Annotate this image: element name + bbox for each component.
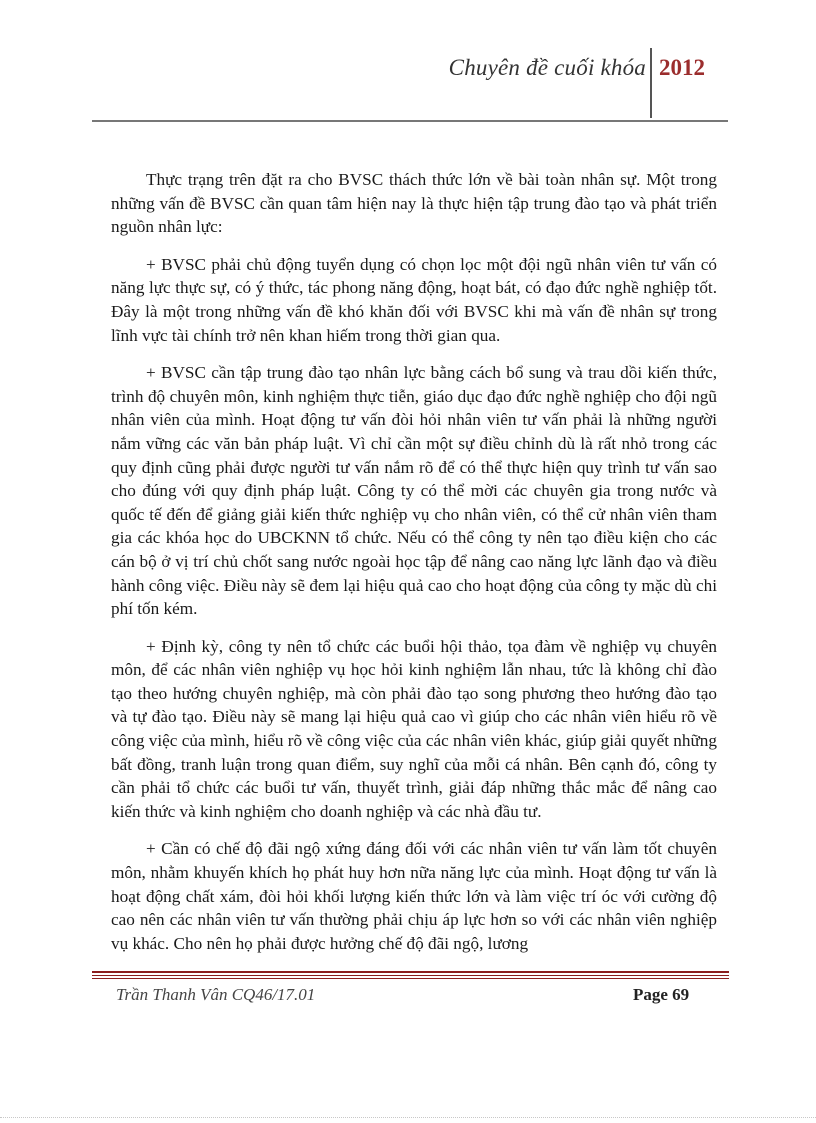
header-rule (92, 120, 728, 122)
footer-rule (92, 978, 729, 979)
paragraph: + Cần có chế độ đãi ngộ xứng đáng đối với các nhân viên tư vấn làm tốt chuyên môn, nhằm khuyến khích họ phát huy hơn nữa năng lực của mình. Hoạt động tư vấn là hoạt động chất xám, đòi hỏi khối lượng kiến thức lớn và làm việc trí óc với cường độ cao nên các nhân viên tư vấn thường phải chịu áp lực hơn so với các nhân viên nghiệp vụ khác. Cho nên họ phải được hưởng chế độ đãi ngộ, lương (111, 839, 717, 953)
page-number: Page 69 (633, 985, 690, 1004)
header-title: Chuyên đề cuối khóa (448, 55, 646, 80)
footer-author: Trần Thanh Vân CQ46/17.01 (116, 985, 316, 1004)
footer-rule (92, 971, 729, 973)
header-divider (650, 48, 652, 118)
paragraph: + BVSC phải chủ động tuyển dụng có chọn lọc một đội ngũ nhân viên tư vấn có năng lực thực sự, có ý thức, tác phong năng động, hoạt bát, có đạo đức nghề nghiệp tốt. Đây là một trong những vấn đề khó khăn đối với BVSC khi mà vấn đề nhân sự trong lĩnh vực tài chính trở nên khan hiếm trong thời gian qua. (111, 254, 717, 345)
page-header (0, 0, 816, 125)
page-edge (0, 1117, 816, 1118)
paragraph: + Định kỳ, công ty nên tổ chức các buổi hội thảo, tọa đàm về nghiệp vụ chuyên môn, để các nhân viên nghiệp vụ học hỏi kinh nghiệm lẫn nhau, tức là không chỉ đào tạo theo hướng chuyên nghiệp, mà còn phải đào tạo song phương theo hướng đào tạo và tự đào tạo. Điều này sẽ mang lại hiệu quả cao vì giúp cho các nhân viên hiểu rõ về công việc của mình, hiểu rõ về công việc của các nhân viên khác, giúp giải quyết những bất đồng, tranh luận trong quan điểm, suy nghĩ của mỗi cá nhân. Bên cạnh đó, công ty cần phải tổ chức các buổi tư vấn, thuyết trình, giải đáp những thắc mắc để nâng cao kiến thức và kinh nghiệm cho doanh nghiệp và các nhà đầu tư. (111, 636, 717, 821)
paragraph: + BVSC cần tập trung đào tạo nhân lực bằng cách bổ sung và trau dồi kiến thức, trình độ chuyên môn, kinh nghiệm thực tiễn, giáo dục đạo đức nghề nghiệp cho đội ngũ nhân viên của mình. Hoạt động tư vấn đòi hỏi nhân viên tư vấn phải là những người nắm vững các văn bản pháp luật. Vì chỉ cần một sự điều chỉnh dù là rất nhỏ trong các quy định cũng phải được người tư vấn nắm rõ để có thể thực hiện quy trình tư vấn sao cho đúng với quy định pháp luật. Công ty có thể mời các chuyên gia trong nước và quốc tế đến để giảng giải kiến thức nghiệp vụ cho nhân viên, có thể cử nhân viên tham gia các khóa học do UBCKNN tổ chức. Nếu có thể công ty nên tạo điều kiện cho các cán bộ ở vị trí chủ chốt sang nước ngoài học tập để nâng cao năng lực lãnh đạo và điều hành công việc. Điều này sẽ đem lại hiệu quả cao cho hoạt động của công ty mặc dù chi phí tốn kém. (111, 363, 717, 619)
footer-rule (92, 975, 729, 976)
header-year: 2012 (659, 55, 705, 80)
document-body (111, 168, 717, 969)
paragraph: Thực trạng trên đặt ra cho BVSC thách thức lớn về bài toàn nhân sự. Một trong những vấn đề BVSC cần quan tâm hiện nay là thực hiện tập trung đào tạo và phát triển nguồn nhân lực: (111, 170, 717, 237)
